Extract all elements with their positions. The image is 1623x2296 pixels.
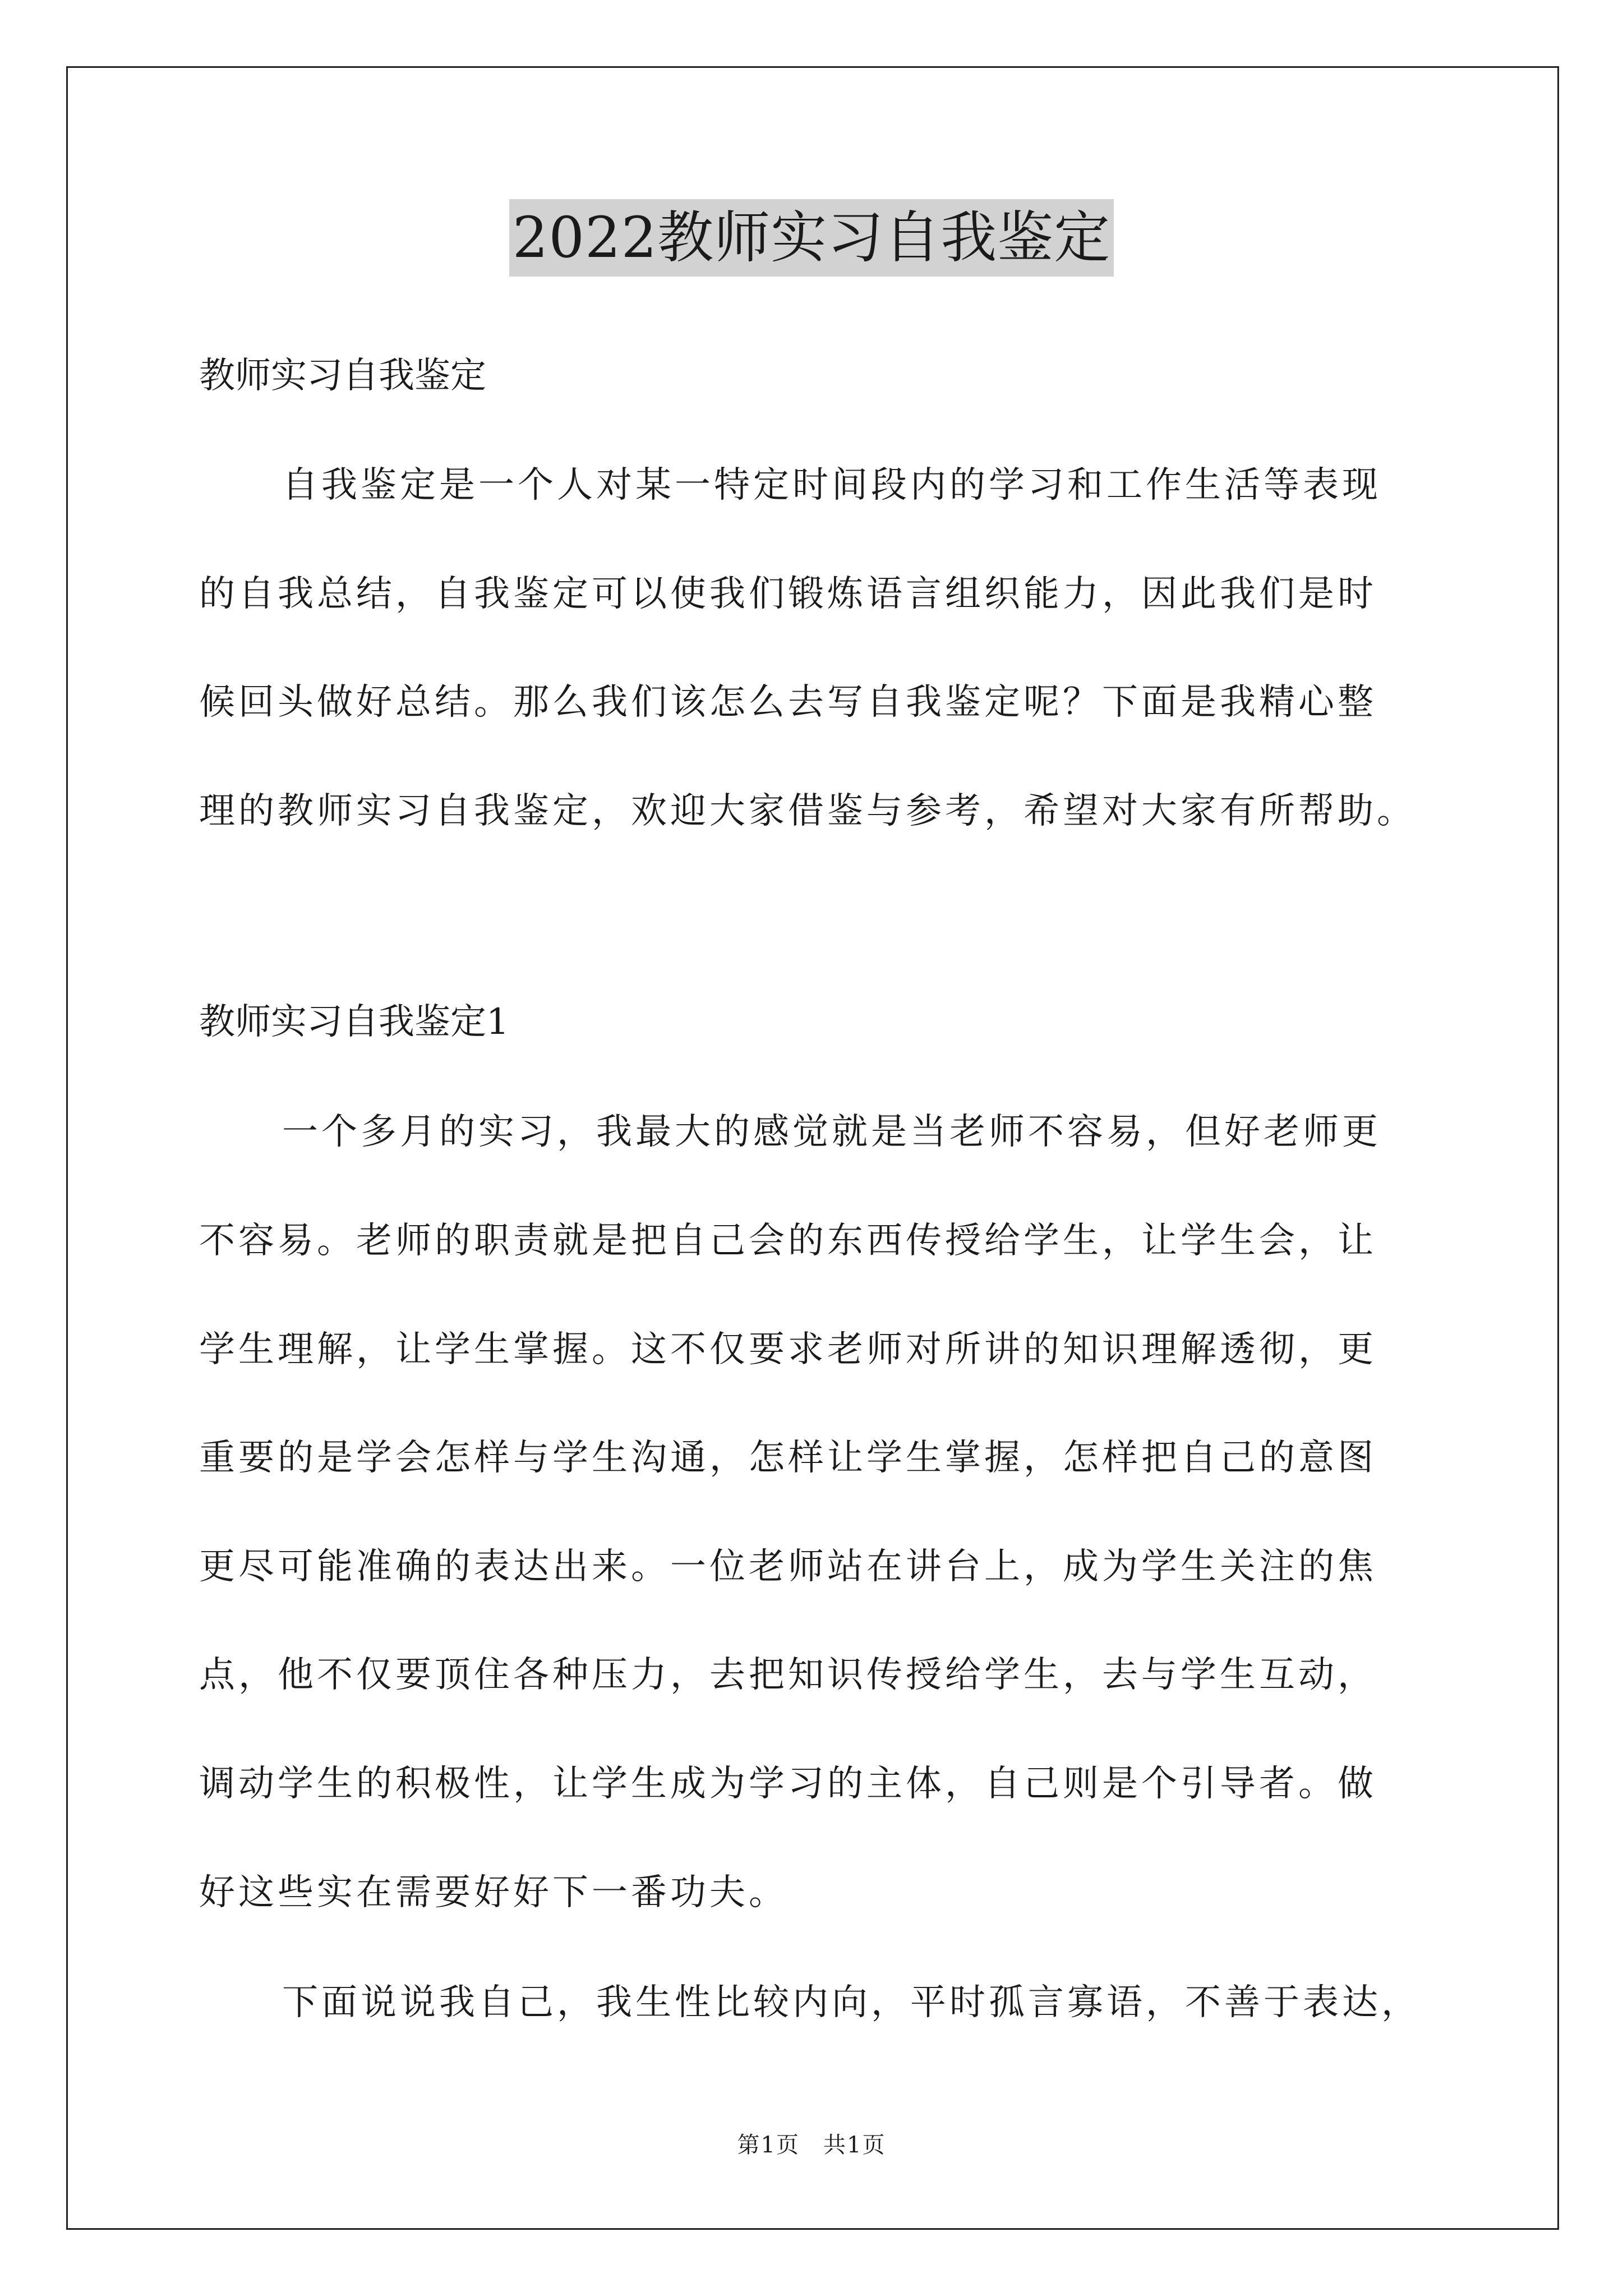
section1-line: 不容易。老师的职责就是把自己会的东西传授给学生，让学生会，让: [199, 1220, 1377, 1262]
intro-line: 的自我总结，自我鉴定可以使我们锻炼语言组织能力，因此我们是时: [199, 573, 1377, 615]
section1-line: 点，他不仅要顶住各种压力，去把知识传授给学生，去与学生互动，: [199, 1654, 1377, 1696]
section1-line: 学生理解，让学生掌握。这不仅要求老师对所讲的知识理解透彻，更: [199, 1329, 1377, 1370]
intro-line: 理的教师实习自我鉴定，欢迎大家借鉴与参考，希望对大家有所帮助。: [199, 790, 1416, 832]
section1-line: 重要的是学会怎样与学生沟通，怎样让学生掌握，怎样把自己的意图: [199, 1437, 1377, 1479]
section1-heading: 教师实习自我鉴定1: [199, 1001, 509, 1043]
intro-line: 自我鉴定是一个人对某一特定时间段内的学习和工作生活等表现: [282, 464, 1381, 506]
page-footer: 第1页 共1页: [737, 2132, 886, 2158]
section1-line: 下面说说我自己，我生性比较内向，平时孤言寡语，不善于表达，: [282, 1982, 1421, 2023]
section1-line: 调动学生的积极性，让学生成为学习的主体，自己则是个引导者。做: [199, 1763, 1377, 1805]
document-title: 2022教师实习自我鉴定: [509, 199, 1114, 277]
intro-heading: 教师实习自我鉴定: [199, 355, 486, 397]
title-container: [0, 199, 1623, 277]
intro-line: 候回头做好总结。那么我们该怎么去写自我鉴定呢？下面是我精心整: [199, 682, 1377, 723]
section1-line: 一个多月的实习，我最大的感觉就是当老师不容易，但好老师更: [282, 1111, 1381, 1153]
section1-line: 好这些实在需要好好下一番功夫。: [199, 1872, 788, 1913]
section1-line: 更尽可能准确的表达出来。一位老师站在讲台上，成为学生关注的焦: [199, 1546, 1377, 1588]
